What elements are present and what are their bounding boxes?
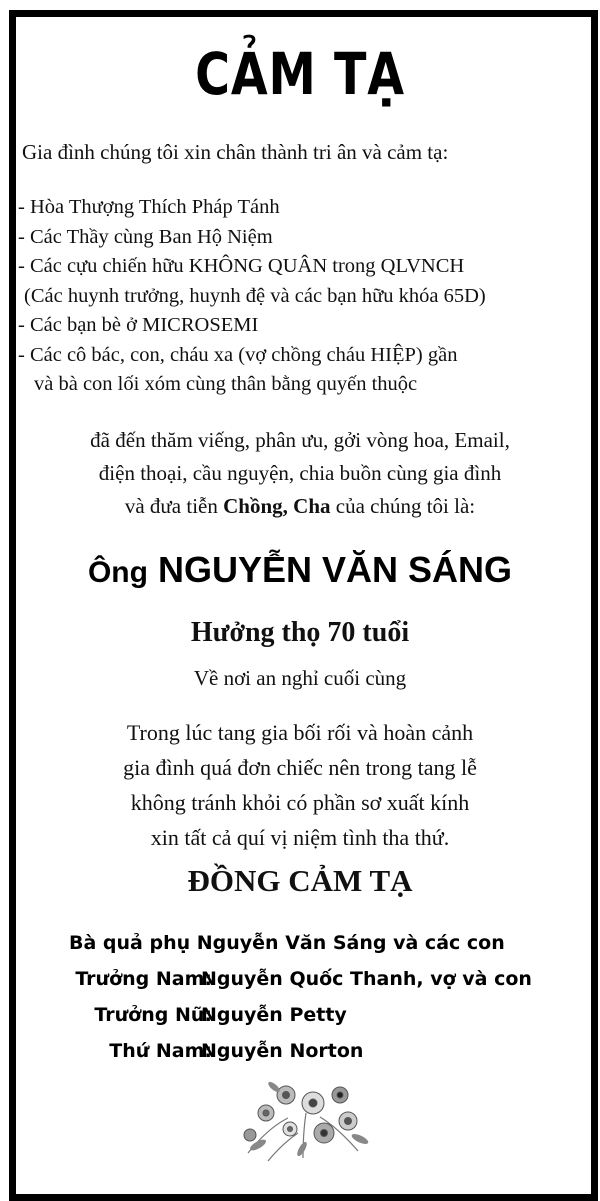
- apology-paragraph: [0, 715, 600, 855]
- age-line: Hưởng thọ 70 tuổi: [190, 617, 410, 648]
- signer-widow: Bà quả phụ Nguyễn Văn Sáng và các con: [69, 932, 505, 954]
- honoree-prefix: Ông: [87, 556, 148, 589]
- visit-line: điện thoại, cầu nguyện, chia buồn cùng gia đình: [98, 461, 502, 485]
- honoree-name: [0, 549, 600, 591]
- signer-name: Nguyễn Norton: [201, 1040, 364, 1062]
- honoree-fullname: NGUYỄN VĂN SÁNG: [157, 549, 513, 590]
- thanks-item: - Các Thầy cùng Ban Hộ Niệm: [18, 225, 273, 248]
- apology-line: gia đình quá đơn chiếc nên trong tang lễ: [123, 755, 477, 780]
- thanks-item: - Hòa Thượng Thích Pháp Tánh: [18, 196, 280, 218]
- signer-role: Trưởng Nam:: [75, 968, 212, 990]
- visit-line: đã đến thăm viếng, phân ưu, gởi vòng hoa, Email,: [90, 428, 510, 452]
- visit-emphasis: Chồng, Cha: [223, 494, 331, 518]
- visit-text: của chúng tôi là:: [330, 494, 476, 518]
- signer-row: [0, 925, 600, 961]
- visit-line: [0, 490, 600, 523]
- signers-block: [0, 925, 600, 1069]
- thanks-item: (Các huynh trưởng, huynh đệ và các bạn hữu khóa 65D): [24, 284, 486, 307]
- apology-line: không tránh khỏi có phần sơ xuất kính: [130, 790, 470, 815]
- apology-line: Trong lúc tang gia bối rối và hoàn cảnh: [126, 720, 474, 745]
- rest-line: Về nơi an nghỉ cuối cùng: [193, 666, 407, 690]
- apology-line: xin tất cả quí vị niệm tình tha thứ.: [150, 825, 450, 850]
- signer-row: [0, 997, 600, 1033]
- signer-role: Thứ Nam:: [109, 1040, 212, 1062]
- thanks-item: - Các cô bác, con, cháu xa (vợ chồng cháu HIỆP) gần: [18, 343, 458, 366]
- signer-row: [0, 961, 600, 997]
- closing-heading: ĐỒNG CẢM TẠ: [187, 863, 413, 898]
- intro-text: Gia đình chúng tôi xin chân thành tri ân và cảm tạ:: [22, 140, 449, 164]
- signer-name: Nguyễn Petty: [201, 1004, 347, 1026]
- thanks-item: - Các bạn bè ở MICROSEMI: [18, 314, 259, 336]
- thanks-item: và bà con lối xóm cùng thân bằng quyến thuộc: [34, 373, 418, 395]
- visit-text: và đưa tiễn: [124, 494, 224, 518]
- signer-row: [0, 1033, 600, 1069]
- notice-title: CẢM TẠ: [195, 40, 405, 108]
- flower-bouquet-icon: [228, 1073, 378, 1163]
- thanks-list: [18, 193, 486, 400]
- signer-role: Trưởng Nữ:: [94, 1004, 212, 1026]
- thanks-item: - Các cựu chiến hữu KHÔNG QUÂN trong QLVNCH: [18, 255, 465, 277]
- visit-paragraph: [0, 424, 600, 523]
- signer-name: Nguyễn Quốc Thanh, vợ và con: [201, 968, 532, 990]
